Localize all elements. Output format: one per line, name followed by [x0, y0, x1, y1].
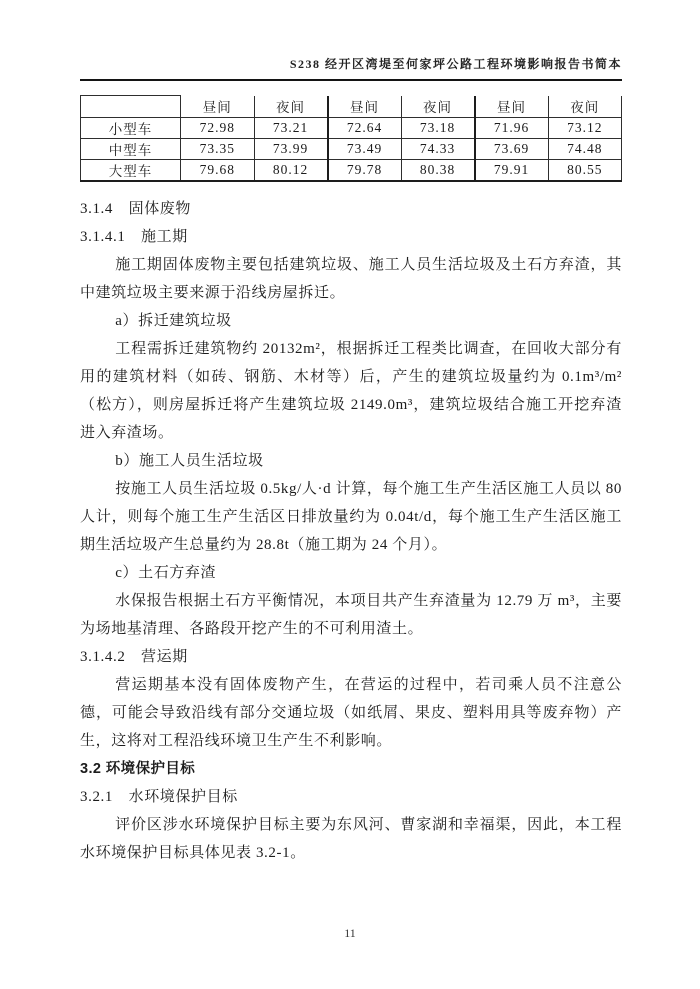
table-cell: 73.69 [475, 139, 549, 160]
paragraph-demolition-waste: 工程需拆迁建筑物约 20132m²，根据拆迁工程类比调查，在回收大部分有用的建筑材料（如砖、钢筋、木材等）后，产生的建筑垃圾量约为 0.1m³/m²（松方），则房屋拆迁将产生建筑垃圾 2149.0m³，建筑垃圾结合施工开挖弃渣进入弃渣场。 [80, 341, 622, 441]
table-cell: 80.55 [548, 160, 622, 182]
table-corner-cell [81, 96, 181, 118]
table-cell: 80.38 [401, 160, 475, 182]
table-cell: 72.98 [181, 118, 255, 139]
page-number: 11 [344, 926, 356, 940]
subheading-a-demolition-waste: a）拆迁建筑垃圾 [115, 313, 232, 329]
row-label: 大型车 [81, 160, 181, 182]
table-cell: 73.99 [254, 139, 328, 160]
row-label: 中型车 [81, 139, 181, 160]
table-row-medium-vehicle [81, 139, 622, 160]
table-header-row [81, 96, 622, 118]
heading-3-2-1: 3.2.1 水环境保护目标 [80, 789, 238, 805]
table-cell: 73.49 [328, 139, 402, 160]
table-cell: 73.21 [254, 118, 328, 139]
column-header-night: 夜间 [254, 96, 328, 118]
paragraph-construction-intro: 施工期固体废物主要包括建筑垃圾、施工人员生活垃圾及土石方弃渣，其中建筑垃圾主要来源于沿线房屋拆迁。 [80, 257, 622, 301]
paragraph-spoil: 水保报告根据土石方平衡情况，本项目共产生弃渣量为 12.79 万 m³，主要为场地基清理、各路段开挖产生的不可利用渣土。 [80, 593, 622, 637]
table-cell: 73.12 [548, 118, 622, 139]
paragraph-water-protection-targets: 评价区涉水环境保护目标主要为东风河、曹家湖和幸福渠，因此，本工程水环境保护目标具体见表 3.2-1。 [80, 817, 622, 861]
table-cell: 74.48 [548, 139, 622, 160]
paragraph-operation-period: 营运期基本没有固体废物产生，在营运的过程中，若司乘人员不注意公德，可能会导致沿线有部分交通垃圾（如纸屑、果皮、塑料用具等废弃物）产生，这将对工程沿线环境卫生产生不利影响。 [80, 677, 622, 749]
heading-3-1-4-1: 3.1.4.1 施工期 [80, 229, 188, 245]
column-header-day: 昼间 [328, 96, 402, 118]
table-cell: 79.91 [475, 160, 549, 182]
table-row-large-vehicle [81, 160, 622, 182]
running-header [80, 0, 622, 81]
table-cell: 73.35 [181, 139, 255, 160]
table-cell: 73.18 [401, 118, 475, 139]
heading-3-2: 3.2 环境保护目标 [80, 761, 196, 777]
column-header-day: 昼间 [181, 96, 255, 118]
table-cell: 72.64 [328, 118, 402, 139]
heading-3-1-4: 3.1.4 固体废物 [80, 201, 192, 217]
document-body [80, 195, 622, 867]
column-header-night: 夜间 [548, 96, 622, 118]
table-cell: 79.78 [328, 160, 402, 182]
paragraph-domestic-waste: 按施工人员生活垃圾 0.5kg/人·d 计算，每个施工生产生活区施工人员以 80 人计，则每个施工生产生活区日排放量约为 0.04t/d，每个施工生产生活区施工期生活垃圾产生总量约为 28.8t（施工期为 24 个月）。 [80, 481, 622, 553]
table-cell: 79.68 [181, 160, 255, 182]
subheading-b-domestic-waste: b）施工人员生活垃圾 [115, 453, 264, 469]
table-cell: 71.96 [475, 118, 549, 139]
table-row-small-vehicle [81, 118, 622, 139]
noise-level-table [80, 95, 622, 182]
heading-3-1-4-2: 3.1.4.2 营运期 [80, 649, 188, 665]
row-label: 小型车 [81, 118, 181, 139]
document-title: S238 经开区湾堤至何家坪公路工程环境影响报告书简本 [289, 57, 622, 71]
table-cell: 74.33 [401, 139, 475, 160]
column-header-day: 昼间 [475, 96, 549, 118]
table-cell: 80.12 [254, 160, 328, 182]
subheading-c-spoil: c）土石方弃渣 [115, 565, 217, 581]
column-header-night: 夜间 [401, 96, 475, 118]
